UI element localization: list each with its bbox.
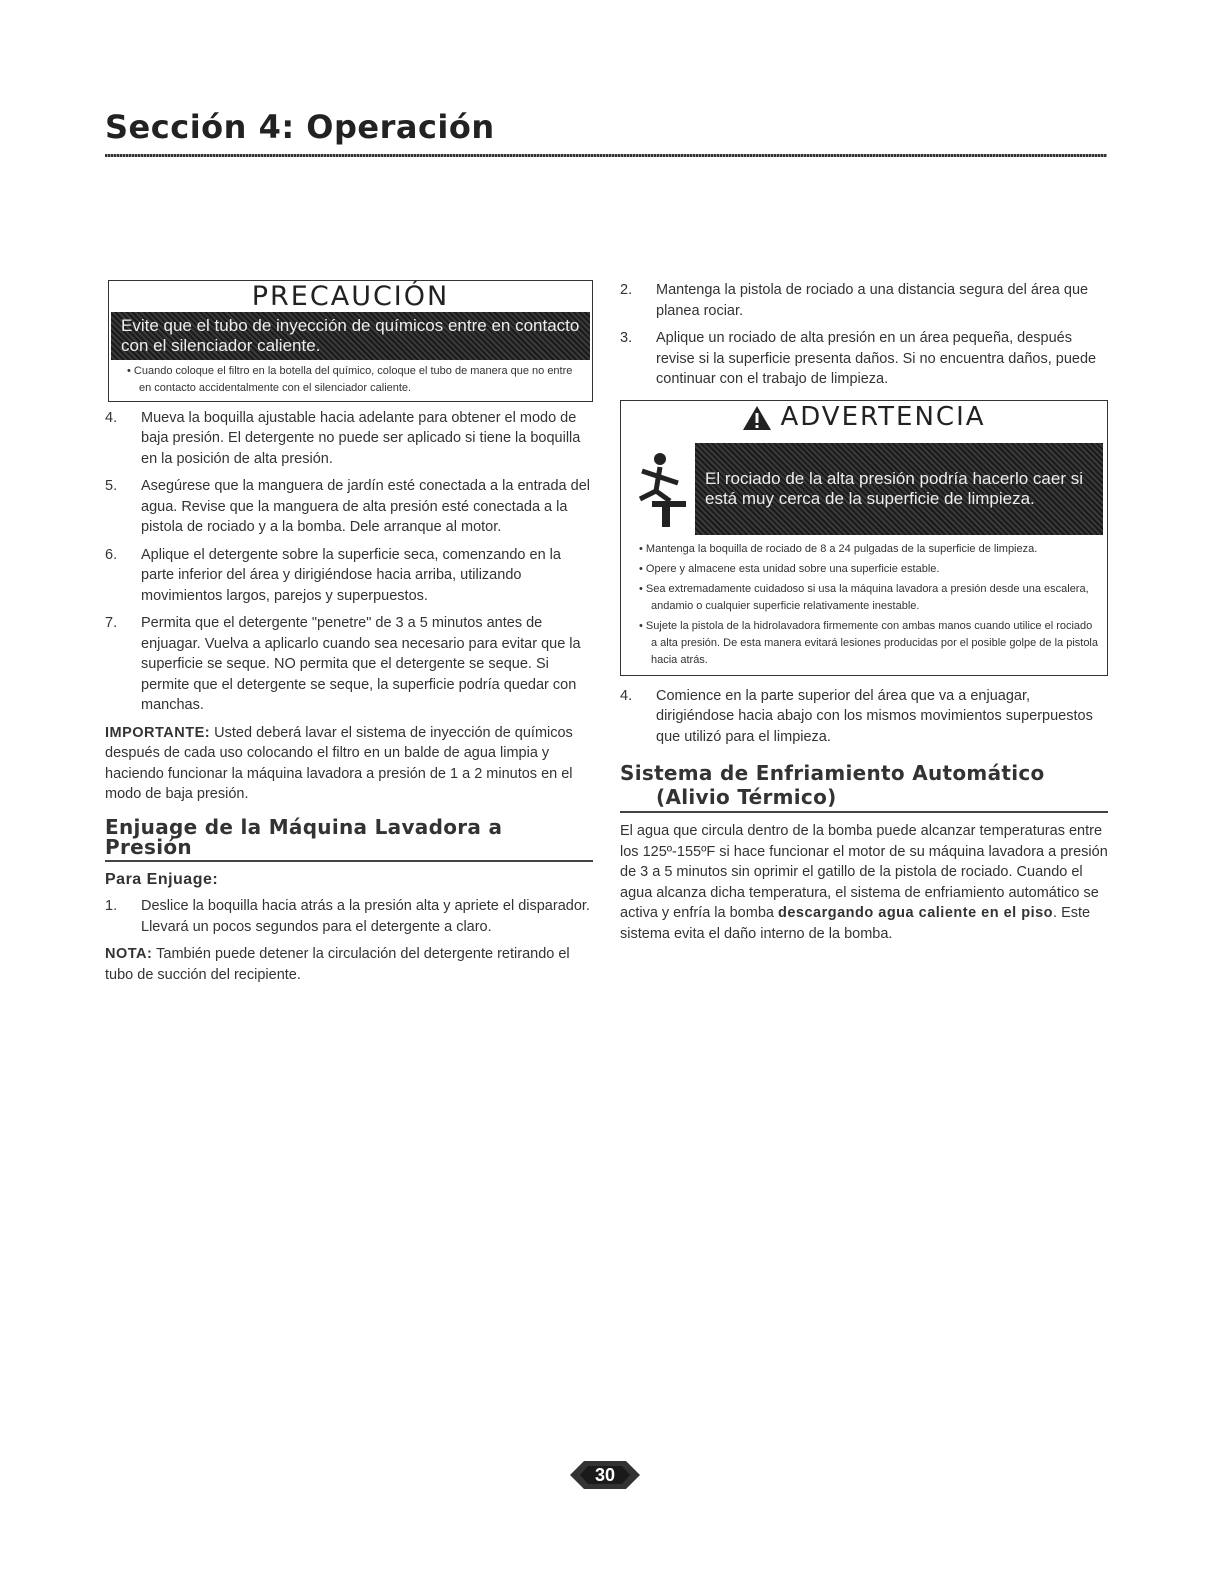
list-item (620, 686, 1108, 748)
step-number: 3. (620, 330, 633, 346)
rinse-subheading: Para Enjuage: (105, 870, 219, 888)
note-text: También puede detener la circulación del detergente retirando el tubo de succión del recipiente. (105, 946, 570, 983)
left-step-list (105, 408, 593, 716)
list-item (105, 476, 593, 538)
caution-box (108, 280, 593, 402)
warning-box (620, 400, 1108, 676)
important-text: Usted deberá lavar el sistema de inyección de químicos después de cada uso colocando el filtro en un balde de agua limpia y haciendo funcionar la máquina lavadora a presión de 1 a 2 minutos en el modo de baja presión. (105, 724, 573, 802)
warning-triangle-icon (742, 405, 772, 431)
title-divider (105, 154, 1107, 157)
warning-title: ADVERTENCIA (780, 402, 986, 433)
step-number: 4. (620, 687, 633, 704)
list-item (620, 328, 1108, 390)
warning-header (621, 401, 1107, 437)
falling-person-icon (625, 443, 695, 535)
warning-bullet: • Mantenga la boquilla de rociado de 8 a 24 pulgadas de la superficie de limpieza. (625, 541, 1099, 558)
caution-bullet: • Cuando coloque el filtro en la botella del químico, coloque el tubo de manera que no entre en contacto accidentalmente con el silenciador caliente. (113, 363, 584, 397)
warning-bullet: • Sea extremadamente cuidadoso si usa la máquina lavadora a presión desde una escalera, andamio o cualquier superficie relativamente inestable. (625, 581, 1099, 615)
note-label: NOTA: (105, 946, 153, 962)
step-text: Mantenga la pistola de rociado a una distancia segura del área que planea rociar. (656, 282, 1089, 319)
caution-title: PRECAUCIÓN (251, 281, 450, 312)
cooling-text-start: El agua que circula dentro de la bomba puede alcanzar temperaturas entre los 125º-155ºF si hace funcionar el motor de su máquina lavadora a presión de 3 a 5 minutos sin oprimir el gatillo de la pistola de rociado. Cuando el agua alcanza dicha temperatura, el sistema de enfriamiento automático se activa y enfría la bomba (620, 823, 1108, 921)
rinse-step-list (105, 896, 593, 937)
right-step-list-continued (620, 686, 1108, 748)
page-number: 30 (594, 1464, 616, 1485)
page-title: Sección 4: Operación (105, 108, 495, 146)
important-note (105, 723, 593, 805)
list-item (105, 545, 593, 607)
step-number: 1. (105, 898, 118, 914)
list-item (105, 896, 593, 937)
step-number: 2. (620, 282, 633, 298)
rinse-note (105, 944, 593, 985)
warning-alert-row (625, 443, 1103, 535)
step-number: 4. (105, 409, 118, 426)
step-text: Permita que el detergente "penetre" de 3 a 5 minutos antes de enjuagar. Vuelva a aplicarlo cuando sea necesario para evitar que la superficie se seque. NO permita que el detergente se seque. Si permite que el detergente se seque, la superficie podría quedar con manchas. (141, 615, 581, 713)
warning-bullet: • Sujete la pistola de la hidrolavadora firmemente con ambas manos cuando utilice el rociado a alta presión. De esta manera evitará lesiones producidas por el posible golpe de la pistola hacia atrás. (625, 618, 1099, 669)
left-column (105, 280, 593, 993)
cooling-heading-line2: (Alivio Térmico) (656, 785, 837, 809)
list-item (105, 613, 593, 716)
step-number: 6. (105, 546, 118, 563)
list-item (620, 280, 1108, 321)
step-text: Aplique el detergente sobre la superficie seca, comenzando en la parte inferior del área y dirigiéndose hacia arriba, utilizando movimientos largos, parejos y superpuestos. (141, 546, 561, 604)
cooling-heading (620, 761, 1108, 813)
cooling-heading-line1: Sistema de Enfriamiento Automático (620, 761, 1045, 785)
step-number: 5. (105, 478, 118, 494)
warning-bullet-list (621, 541, 1107, 669)
list-item (105, 408, 593, 470)
step-text: Comience en la parte superior del área que va a enjuagar, dirigiéndose hacia abajo con los mismos movimientos superpuestos que utilizó para el limpieza. (656, 687, 1093, 745)
step-text: Deslice la boquilla hacia atrás a la presión alta y apriete el disparador. Llevará un pocos segundos para el detergente a claro. (141, 898, 590, 935)
step-text: Asegúrese que la manguera de jardín esté conectada a la entrada del agua. Revise que la manguera de alta presión esté conectada a la pistola de rociado y a la bomba. Dele arranque al motor. (141, 478, 591, 535)
step-text: Mueva la boquilla ajustable hacia adelante para obtener el modo de baja presión. El detergente no puede ser aplicado si tiene la boquilla en la posición de alta presión. (141, 409, 581, 467)
step-number: 7. (105, 615, 118, 631)
cooling-text-end: . Este sistema evita el daño interno de la bomba. (620, 905, 1091, 942)
right-step-list (620, 280, 1108, 390)
warning-alert: El rociado de la alta presión podría hacerlo caer si está muy cerca de la superficie de limpieza. (695, 443, 1103, 535)
important-label: IMPORTANTE: (105, 724, 211, 741)
warning-bullet: • Opere y almacene esta unidad sobre una superficie estable. (625, 561, 1099, 578)
caution-alert: Evite que el tubo de inyección de químicos entre en contacto con el silenciador caliente. (111, 312, 590, 360)
step-text: Aplique un rociado de alta presión en un área pequeña, después revise si la superficie presenta daños. Si no encuentra daños, puede continuar con el trabajo de limpieza. (656, 330, 1097, 387)
right-column (620, 280, 1108, 952)
rinse-heading: Enjuage de la Máquina Lavadora a Presión (105, 817, 593, 862)
page-number-badge (570, 1457, 640, 1493)
cooling-text-bold: descargando agua caliente en el piso (777, 905, 1054, 921)
cooling-text (620, 821, 1108, 944)
